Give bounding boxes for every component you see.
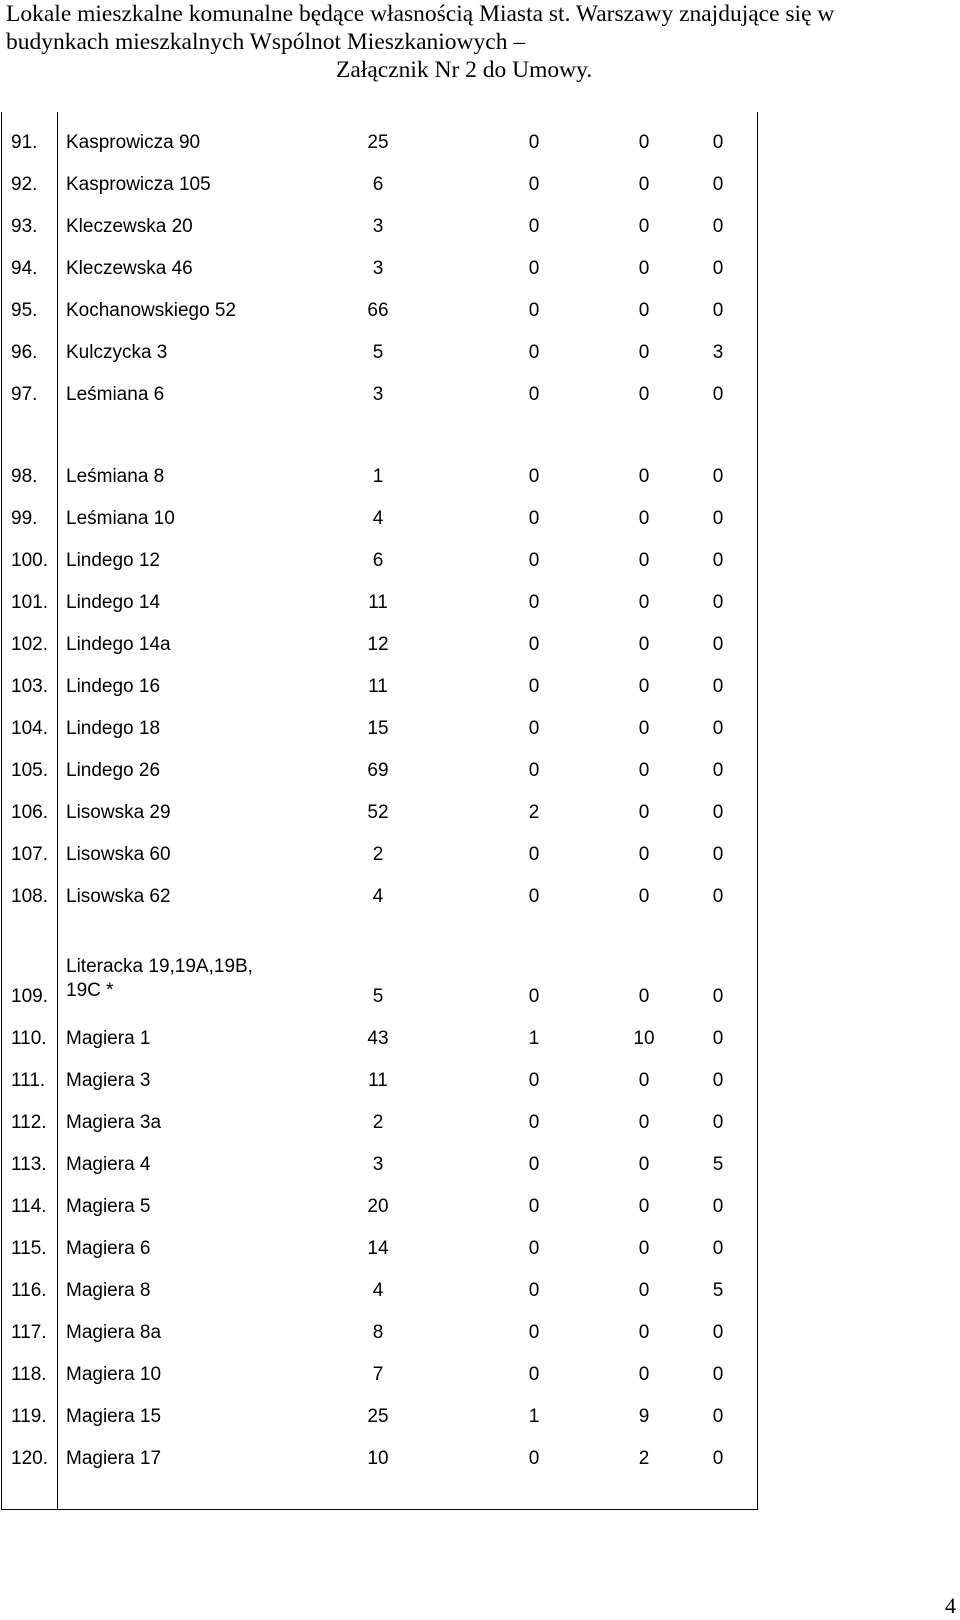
value-col-2: 0 (528, 1238, 540, 1259)
value-col-4: 0 (712, 760, 724, 781)
street-address: Leśmiana 6 (66, 384, 165, 405)
page-number: 4 (945, 1593, 956, 1618)
value-col-3: 0 (638, 634, 650, 655)
value-col-4: 0 (712, 300, 724, 321)
value-col-1: 3 (372, 258, 384, 279)
value-col-4: 0 (712, 592, 724, 613)
value-col-4: 0 (712, 1070, 724, 1091)
value-col-2: 0 (528, 258, 540, 279)
row-number: 107. (11, 844, 48, 865)
value-col-4: 5 (712, 1154, 724, 1175)
row-number: 102. (11, 634, 48, 655)
value-col-3: 0 (638, 174, 650, 195)
value-col-3: 0 (638, 216, 650, 237)
value-col-1: 20 (367, 1196, 389, 1217)
value-col-3: 0 (638, 466, 650, 487)
value-col-2: 0 (528, 886, 540, 907)
value-col-2: 0 (528, 1448, 540, 1469)
value-col-4: 0 (712, 508, 724, 529)
value-col-1: 69 (367, 760, 389, 781)
value-col-1: 4 (372, 1280, 384, 1301)
value-col-2: 0 (528, 592, 540, 613)
value-col-2: 0 (528, 132, 540, 153)
value-col-2: 0 (528, 550, 540, 571)
value-col-1: 3 (372, 216, 384, 237)
row-number: 120. (11, 1448, 48, 1469)
value-col-3: 0 (638, 1238, 650, 1259)
row-number: 113. (11, 1154, 47, 1175)
street-address: Magiera 1 (66, 1028, 151, 1049)
value-col-3: 0 (638, 986, 650, 1007)
value-col-2: 0 (528, 718, 540, 739)
street-address: Lindego 16 (66, 676, 161, 697)
value-col-4: 5 (712, 1280, 724, 1301)
street-address: Kasprowicza 90 (66, 132, 201, 153)
premises-table (1, 112, 758, 1510)
street-address: Literacka 19,19A,19B, (66, 956, 253, 977)
street-address: Lisowska 60 (66, 844, 171, 865)
value-col-1: 5 (372, 986, 384, 1007)
value-col-3: 0 (638, 802, 650, 823)
value-col-2: 0 (528, 676, 540, 697)
value-col-2: 0 (528, 760, 540, 781)
row-number: 110. (11, 1028, 47, 1049)
value-col-2: 0 (528, 174, 540, 195)
row-number: 98. (11, 466, 38, 487)
value-col-4: 0 (712, 1322, 724, 1343)
value-col-4: 0 (712, 132, 724, 153)
value-col-1: 14 (367, 1238, 389, 1259)
value-col-1: 66 (367, 300, 389, 321)
row-number: 105. (11, 760, 48, 781)
value-col-4: 0 (712, 802, 724, 823)
row-number: 95. (11, 300, 38, 321)
value-col-1: 25 (367, 132, 389, 153)
street-address: Kleczewska 20 (66, 216, 193, 237)
value-col-2: 0 (528, 844, 540, 865)
value-col-2: 0 (528, 466, 540, 487)
value-col-4: 0 (712, 1112, 724, 1133)
street-address: Kulczycka 3 (66, 342, 168, 363)
value-col-2: 0 (528, 216, 540, 237)
value-col-2: 0 (528, 1112, 540, 1133)
row-number: 108. (11, 886, 48, 907)
street-address: Magiera 6 (66, 1238, 151, 1259)
street-address: Magiera 4 (66, 1154, 151, 1175)
street-address: Lisowska 29 (66, 802, 171, 823)
value-col-4: 0 (712, 634, 724, 655)
header-line-3: Załącznik Nr 2 do Umowy. (336, 57, 593, 83)
value-col-1: 4 (372, 508, 384, 529)
row-number: 91. (11, 132, 38, 153)
value-col-3: 0 (638, 1154, 650, 1175)
value-col-1: 43 (367, 1028, 389, 1049)
street-address: Kleczewska 46 (66, 258, 193, 279)
value-col-2: 0 (528, 1154, 540, 1175)
value-col-2: 2 (528, 802, 540, 823)
value-col-4: 0 (712, 384, 724, 405)
column-divider-number (57, 112, 58, 1509)
value-col-4: 0 (712, 1196, 724, 1217)
value-col-1: 11 (368, 1070, 388, 1091)
street-address: Kasprowicza 105 (66, 174, 211, 195)
value-col-1: 12 (367, 634, 389, 655)
street-address: Kochanowskiego 52 (66, 300, 237, 321)
value-col-3: 0 (638, 844, 650, 865)
value-col-4: 0 (712, 1364, 724, 1385)
value-col-2: 1 (528, 1028, 540, 1049)
value-col-1: 8 (372, 1322, 384, 1343)
row-number: 114. (11, 1196, 47, 1217)
street-address: Magiera 8a (66, 1322, 162, 1343)
row-number: 116. (11, 1280, 47, 1301)
street-address: Magiera 10 (66, 1364, 162, 1385)
value-col-4: 0 (712, 718, 724, 739)
street-address-continued: 19C * (66, 980, 114, 1001)
street-address: Magiera 3a (66, 1112, 162, 1133)
street-address: Magiera 15 (66, 1406, 162, 1427)
value-col-3: 0 (638, 760, 650, 781)
value-col-3: 0 (638, 1364, 650, 1385)
value-col-3: 0 (638, 1196, 650, 1217)
row-number: 111. (11, 1070, 46, 1091)
row-number: 104. (11, 718, 48, 739)
document-header (6, 0, 946, 84)
value-col-2: 0 (528, 1070, 540, 1091)
value-col-4: 0 (712, 216, 724, 237)
value-col-3: 0 (638, 1112, 650, 1133)
row-number: 118. (11, 1364, 47, 1385)
street-address: Lindego 12 (66, 550, 161, 571)
row-number: 93. (11, 216, 38, 237)
value-col-4: 3 (712, 342, 724, 363)
value-col-4: 0 (712, 258, 724, 279)
value-col-1: 4 (372, 886, 384, 907)
value-col-1: 10 (367, 1448, 389, 1469)
value-col-4: 0 (712, 466, 724, 487)
value-col-1: 11 (368, 676, 388, 697)
value-col-2: 0 (528, 1196, 540, 1217)
value-col-3: 0 (638, 342, 650, 363)
value-col-3: 10 (633, 1028, 655, 1049)
value-col-2: 0 (528, 300, 540, 321)
street-address: Magiera 3 (66, 1070, 151, 1091)
row-number: 106. (11, 802, 48, 823)
value-col-2: 0 (528, 342, 540, 363)
value-col-3: 0 (638, 676, 650, 697)
value-col-2: 0 (528, 986, 540, 1007)
value-col-4: 0 (712, 886, 724, 907)
value-col-1: 6 (372, 550, 384, 571)
value-col-3: 0 (638, 132, 650, 153)
value-col-1: 25 (367, 1406, 389, 1427)
value-col-3: 0 (638, 1070, 650, 1091)
value-col-4: 0 (712, 986, 724, 1007)
row-number: 99. (11, 508, 38, 529)
value-col-1: 52 (367, 802, 389, 823)
value-col-3: 0 (638, 592, 650, 613)
street-address: Lisowska 62 (66, 886, 171, 907)
row-number: 115. (11, 1238, 47, 1259)
row-number: 112. (11, 1112, 47, 1133)
value-col-2: 0 (528, 1322, 540, 1343)
value-col-1: 1 (372, 466, 384, 487)
row-number: 101. (11, 592, 48, 613)
value-col-2: 0 (528, 384, 540, 405)
value-col-3: 0 (638, 1322, 650, 1343)
value-col-4: 0 (712, 174, 724, 195)
row-number: 94. (11, 258, 38, 279)
street-address: Magiera 8 (66, 1280, 151, 1301)
value-col-2: 0 (528, 508, 540, 529)
value-col-1: 15 (367, 718, 389, 739)
header-line-2: budynkach mieszkalnych Wspólnot Mieszkaniowych – (6, 29, 526, 55)
street-address: Magiera 17 (66, 1448, 162, 1469)
header-line-1: Lokale mieszkalne komunalne będące własnością Miasta st. Warszawy znajdujące się w (6, 1, 835, 27)
row-number: 92. (11, 174, 38, 195)
value-col-3: 0 (638, 550, 650, 571)
value-col-1: 2 (372, 1112, 384, 1133)
row-number: 103. (11, 676, 48, 697)
value-col-1: 3 (372, 384, 384, 405)
value-col-1: 5 (372, 342, 384, 363)
value-col-4: 0 (712, 550, 724, 571)
street-address: Lindego 18 (66, 718, 161, 739)
row-number: 119. (11, 1406, 47, 1427)
value-col-3: 0 (638, 258, 650, 279)
value-col-3: 0 (638, 886, 650, 907)
street-address: Lindego 26 (66, 760, 161, 781)
street-address: Magiera 5 (66, 1196, 151, 1217)
value-col-2: 0 (528, 1364, 540, 1385)
value-col-3: 0 (638, 718, 650, 739)
row-number: 96. (11, 342, 38, 363)
value-col-2: 0 (528, 1280, 540, 1301)
row-number: 117. (11, 1322, 47, 1343)
value-col-2: 1 (528, 1406, 540, 1427)
value-col-1: 7 (372, 1364, 384, 1385)
value-col-2: 0 (528, 634, 540, 655)
row-number: 97. (11, 384, 38, 405)
value-col-1: 6 (372, 174, 384, 195)
row-number: 109. (11, 986, 48, 1007)
street-address: Leśmiana 8 (66, 466, 165, 487)
value-col-4: 0 (712, 1448, 724, 1469)
street-address: Lindego 14a (66, 634, 171, 655)
value-col-3: 9 (638, 1406, 650, 1427)
value-col-3: 2 (638, 1448, 650, 1469)
row-number: 100. (11, 550, 48, 571)
street-address: Leśmiana 10 (66, 508, 175, 529)
value-col-4: 0 (712, 1406, 724, 1427)
value-col-4: 0 (712, 1238, 724, 1259)
value-col-1: 2 (372, 844, 384, 865)
value-col-4: 0 (712, 844, 724, 865)
value-col-1: 3 (372, 1154, 384, 1175)
street-address: Lindego 14 (66, 592, 161, 613)
value-col-3: 0 (638, 1280, 650, 1301)
value-col-4: 0 (712, 1028, 724, 1049)
value-col-4: 0 (712, 676, 724, 697)
value-col-3: 0 (638, 384, 650, 405)
value-col-3: 0 (638, 300, 650, 321)
value-col-3: 0 (638, 508, 650, 529)
value-col-1: 11 (368, 592, 388, 613)
